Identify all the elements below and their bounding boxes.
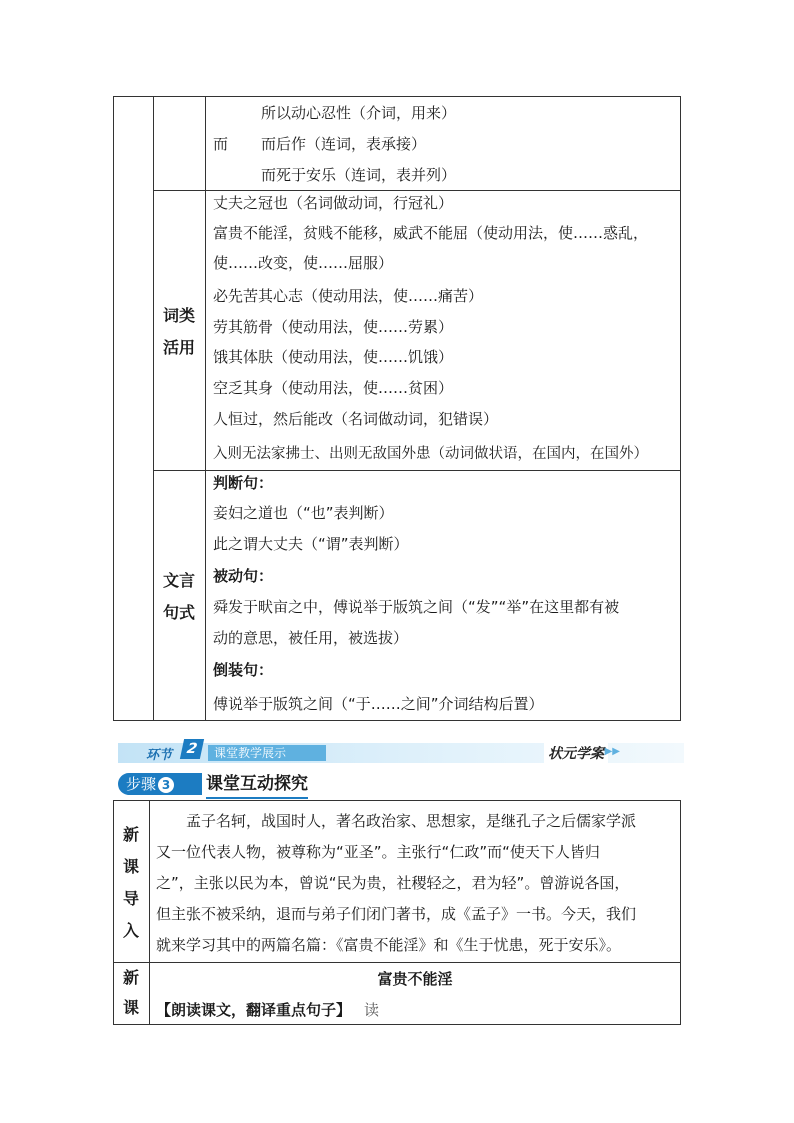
section-title: 富贵不能淫 — [377, 970, 453, 988]
intro-label-char: 新 — [122, 825, 139, 844]
intro-line: 之”，主张以民为本，曾说“民为贵，社稷轻之，君为轻”。曾游说各国， — [156, 874, 630, 892]
wenyan-row: 妾妇之道也（“也”表判断） — [213, 504, 394, 522]
read-icon: 读 — [364, 1001, 380, 1019]
intro-line: 就来学习其中的两篇名篇：《富贵不能淫》和《生于忧患，死于安乐》。 — [156, 936, 622, 954]
cilei-row: 空乏其身（使动用法，使……贫困） — [213, 379, 454, 397]
cilei-row: 丈夫之冠也（名词做动词，行冠礼） — [213, 194, 454, 212]
row-divider-1 — [153, 190, 681, 191]
wenyan-row: 舜发于畎亩之中，傅说举于版筑之间（“发”“举”在这里都有被 — [213, 598, 620, 616]
cilei-row: 必先苦其心志（使动用法，使……痛苦） — [213, 287, 484, 305]
table-border-left — [113, 96, 114, 721]
step-number: 3 — [158, 777, 174, 793]
wenyan-label-1: 文言 — [162, 571, 195, 590]
row-divider-2 — [153, 470, 681, 471]
intro-line: 但主张不被采纳，退而与弟子们闭门著书，成《孟子》一书。今天，我们 — [156, 905, 637, 923]
table2-divider — [149, 800, 150, 1025]
wenyan-row: 动的意思，被任用，被选拔） — [213, 629, 409, 647]
cilei-row: 入则无法家拂士、出则无敌国外患（动词做状语，在国内，在国外） — [213, 446, 648, 462]
cilei-row: 劳其筋骨（使动用法，使……劳累） — [213, 318, 454, 336]
cilei-row: 富贵不能淫，贫贱不能移，威武不能屈（使动用法，使……惑乱， — [213, 224, 649, 242]
section-banner — [118, 743, 684, 763]
er-row-3: 而死于安乐（连词，表并列） — [261, 166, 457, 184]
wenyan-subhead-judgment: 判断句： — [213, 474, 274, 492]
table2-border-bottom — [113, 1024, 681, 1025]
new-label-char: 新 — [122, 968, 139, 987]
cilei-row: 饿其体肤（使动用法，使……饥饿） — [213, 348, 454, 366]
banner-brand: 状元学案 — [544, 743, 608, 763]
new-label-char: 课 — [122, 998, 139, 1017]
banner-huanjie: 环节 — [146, 748, 173, 763]
banner-subtitle: 课堂教学展示 — [208, 745, 326, 761]
banner-number: 2 — [180, 739, 204, 759]
table-border-top — [113, 96, 681, 97]
intro-label-char: 入 — [122, 921, 139, 940]
intro-line: 孟子名轲，战国时人，著名政治家、思想家，是继孔子之后儒家学派 — [186, 812, 637, 830]
intro-line: 又一位代表人物，被尊称为“亚圣”。主张行“仁政”而“使天下人皆归 — [156, 843, 600, 861]
intro-label-char: 导 — [122, 889, 139, 908]
step-badge — [118, 773, 202, 795]
intro-label-char: 课 — [122, 857, 139, 876]
cilei-row: 人恒过，然后能改（名词做动词，犯错误） — [213, 410, 499, 428]
table2-row-divider — [113, 962, 681, 963]
table2-border-top — [113, 800, 681, 801]
wenyan-label-2: 句式 — [162, 603, 195, 622]
table-border-bottom — [113, 720, 681, 721]
double-arrow-icon: ▶▶ — [604, 746, 620, 757]
wenyan-row: 此之谓大丈夫（“谓”表判断） — [213, 535, 409, 553]
step-label: 步骤 — [126, 775, 157, 793]
subhead: 【朗读课文，翻译重点句子】 — [156, 1001, 352, 1019]
step-title: 课堂互动探究 — [206, 773, 308, 799]
cilei-label-1: 词类 — [162, 306, 195, 325]
cilei-label-2: 活用 — [162, 338, 195, 357]
wenyan-row: 傅说举于版筑之间（“于……之间”介词结构后置） — [213, 695, 544, 713]
er-row-1: 所以动心忍性（介词，用来） — [261, 104, 457, 122]
table2-border-right — [680, 800, 681, 1025]
cilei-row: 使……改变，使……屈服） — [213, 254, 394, 272]
wenyan-subhead-inverted: 倒装句： — [213, 661, 274, 679]
wenyan-subhead-passive: 被动句： — [213, 567, 274, 585]
er-label: 而 — [213, 135, 229, 153]
er-row-2: 而后作（连词，表承接） — [261, 135, 427, 153]
